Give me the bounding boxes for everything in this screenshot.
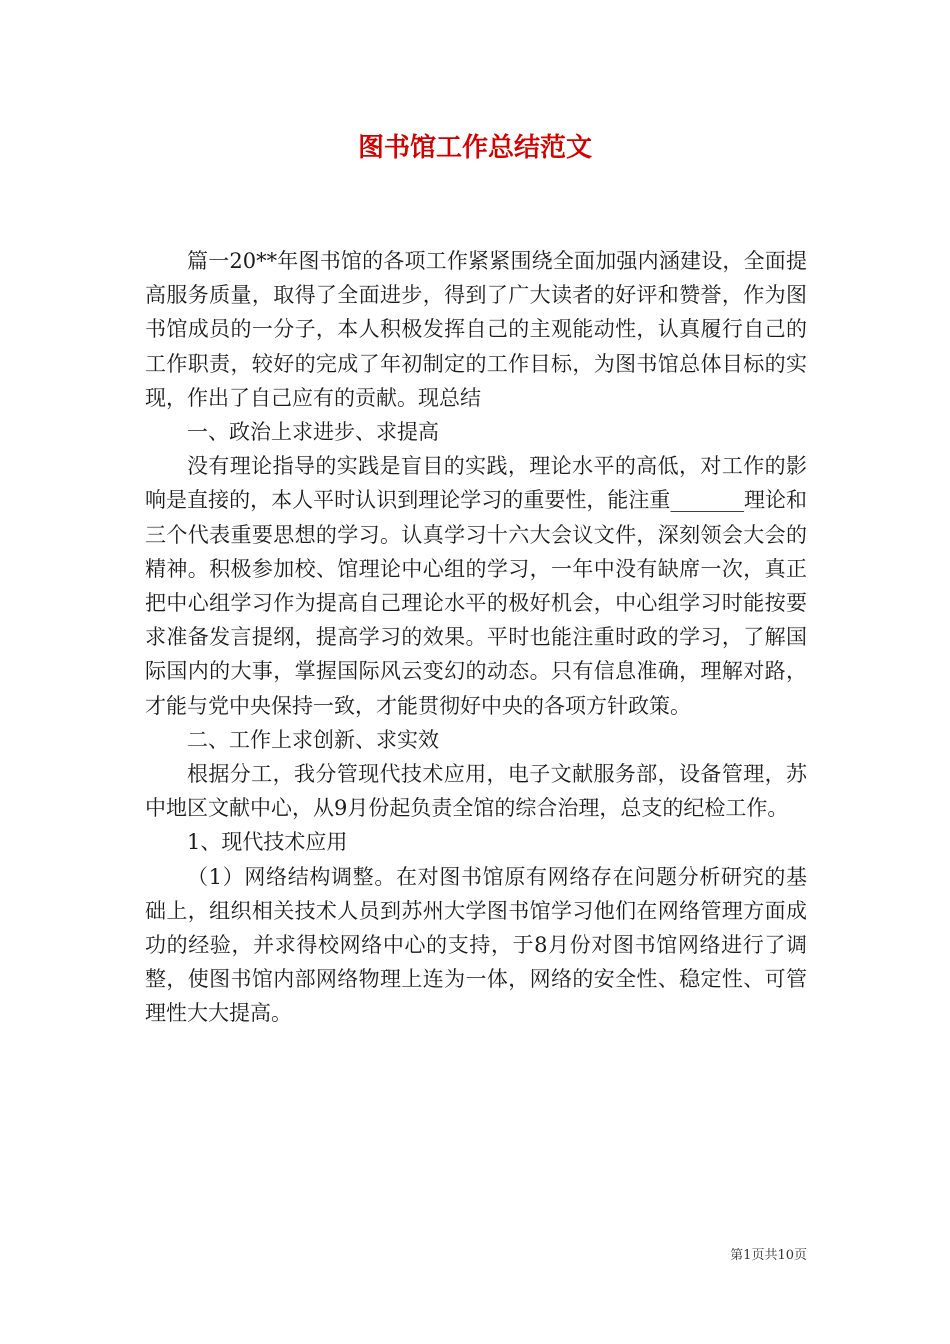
section-heading-politics: 一、政治上求进步、求提高 xyxy=(187,420,439,445)
page-number: 第1页共10页 xyxy=(730,1248,807,1263)
network-paragraph: （1）网络结构调整。在对图书馆原有网络存在问题分析研究的基础上，组织相关技术人员到苏州大学图书馆学习他们在网络管理方面成功的经验，并求得校网络中心的支持，于8月份对图书馆网络进行了调整，使图书馆内部网络物理上连为一体，网络的安全性、稳定性、可管理性大大提高。 xyxy=(145,864,807,1026)
subsection-heading-technology: 1、现代技术应用 xyxy=(187,830,348,855)
work-division-paragraph: 根据分工，我分管现代技术应用，电子文献服务部，设备管理，苏中地区文献中心，从9月份起负责全馆的综合治理，总支的纪检工作。 xyxy=(145,762,807,821)
intro-paragraph: 篇一20**年图书馆的各项工作紧紧围绕全面加强内涵建设，全面提高服务质量，取得了全面进步，得到了广大读者的好评和赞誉，作为图书馆成员的一分子，本人积极发挥自己的主观能动性，认真履行自己的工作职责，较好的完成了年初制定的工作目标，为图书馆总体目标的实现，作出了自己应有的贡献。现总结 xyxy=(145,249,807,410)
section-heading-work: 二、工作上求创新、求实效 xyxy=(187,727,439,752)
document-body xyxy=(145,244,807,1031)
politics-paragraph: 没有理论指导的实践是盲目的实践，理论水平的高低，对工作的影响是直接的，本人平时认识到理论学习的重要性，能注重_______理论和三个代表重要思想的学习。认真学习十六大会议文件，深刻领会大会的精神。积极参加校、馆理论中心组的学习，一年中没有缺席一次，真正把中心组学习作为提高自己理论水平的极好机会，中心组学习时能按要求准备发言提纲，提高学习的效果。平时也能注重时政的学习，了解国际国内的大事，掌握国际风云变幻的动态。只有信息准确，理解对路，才能与党中央保持一致，才能贯彻好中央的各项方针政策。 xyxy=(145,454,807,718)
page-title: 图书馆工作总结范文 xyxy=(357,133,592,163)
